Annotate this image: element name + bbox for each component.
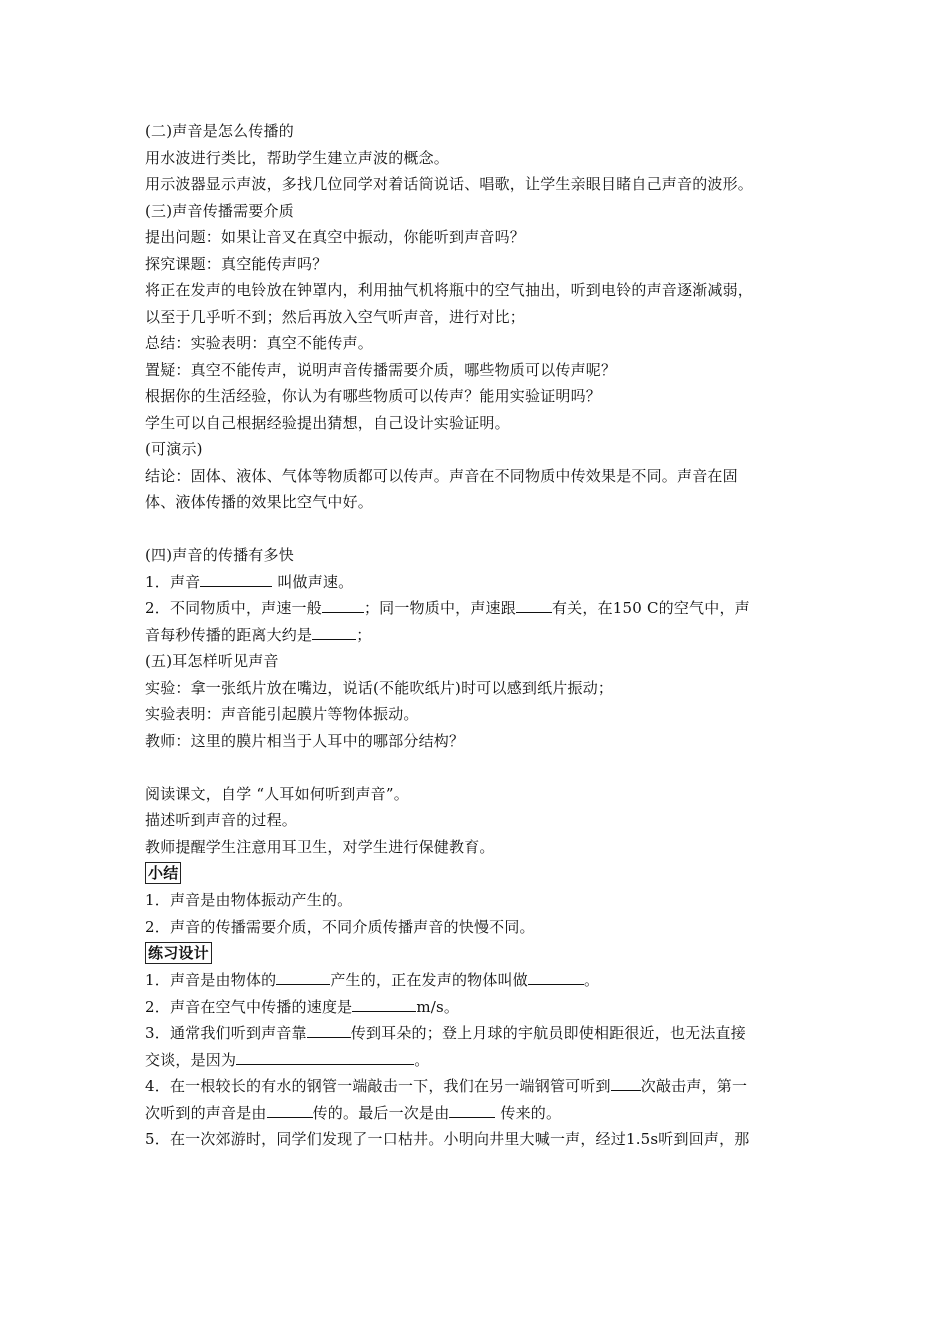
section-5-title: (五)耳怎样听见声音 bbox=[145, 652, 279, 670]
question-text: 2．不同物质中，声速一般 bbox=[145, 599, 322, 617]
question-text: 1．声音是由物体的 bbox=[145, 971, 277, 989]
question-text: 次敲击声，第一 bbox=[640, 1077, 748, 1095]
exercise-2 bbox=[145, 994, 825, 1021]
question-text: 有关，在150 C的空气中，声 bbox=[551, 599, 750, 617]
paragraph: 以至于几乎听不到；然后再放入空气听声音，进行对比； bbox=[145, 307, 526, 326]
question-text: 4．在一根较长的有水的钢管一端敲击一下，我们在另一端钢管可听到 bbox=[145, 1077, 611, 1095]
question-text: 叫做声速。 bbox=[272, 572, 354, 591]
section-4-title: (四)声音的传播有多快 bbox=[145, 546, 294, 564]
paragraph: 结论：固体、液体、气体等物质都可以传声。声音在不同物质中传效果是不同。声音在固 bbox=[145, 466, 738, 485]
paragraph: 探究课题：真空能传声吗？ bbox=[145, 254, 328, 273]
exercise-3 bbox=[145, 1020, 825, 1047]
paragraph: 将正在发声的电铃放在钟罩内，利用抽气机将瓶中的空气抽出，听到电铃的声音逐渐减弱， bbox=[145, 281, 754, 299]
answer-blank[interactable] bbox=[449, 1100, 495, 1118]
question-1 bbox=[145, 569, 825, 596]
paragraph: 教师：这里的膜片相当于人耳中的哪部分结构？ bbox=[145, 731, 465, 750]
answer-blank[interactable] bbox=[236, 1047, 414, 1065]
paragraph: 阅读课文，自学 “人耳如何听到声音”。 bbox=[145, 784, 409, 803]
paragraph: 学生可以自己根据经验提出猜想，自己设计实验证明。 bbox=[145, 413, 510, 432]
question-text: 1．声音 bbox=[145, 572, 201, 591]
section-3-title: (三)声音传播需要介质 bbox=[145, 201, 294, 220]
summary-item: 1．声音是由物体振动产生的。 bbox=[145, 891, 353, 909]
answer-blank[interactable] bbox=[611, 1073, 641, 1091]
paragraph: 根据你的生活经验，你认为有哪些物质可以传声？能用实验证明吗？ bbox=[145, 387, 602, 405]
exercise-4 bbox=[145, 1073, 825, 1100]
question-2-continued bbox=[145, 622, 825, 649]
question-text: m/s。 bbox=[416, 997, 460, 1016]
question-text: 3．通常我们听到声音靠 bbox=[145, 1024, 307, 1042]
question-text: 传的。最后一次是由 bbox=[312, 1103, 450, 1122]
paragraph: (可演示) bbox=[145, 440, 203, 458]
spacer bbox=[145, 516, 825, 543]
question-text: 。 bbox=[414, 1050, 430, 1069]
answer-blank[interactable] bbox=[352, 994, 416, 1012]
question-text: 。 bbox=[583, 971, 600, 989]
answer-blank[interactable] bbox=[267, 1100, 313, 1118]
question-2 bbox=[145, 595, 825, 622]
document-page bbox=[145, 118, 825, 1153]
answer-blank[interactable] bbox=[528, 967, 584, 985]
question-text: 交谈，是因为 bbox=[145, 1050, 237, 1069]
paragraph: 实验表明：声音能引起膜片等物体振动。 bbox=[145, 705, 419, 723]
answer-blank[interactable] bbox=[307, 1020, 351, 1038]
question-text: 次听到的声音是由 bbox=[145, 1103, 267, 1122]
spacer bbox=[145, 754, 825, 781]
answer-blank[interactable] bbox=[200, 569, 272, 587]
question-text: 音每秒传播的距离大约是 bbox=[145, 625, 313, 644]
answer-blank[interactable] bbox=[312, 622, 356, 640]
question-text: ；同一物质中，声速跟 bbox=[363, 599, 516, 617]
question-text: 2．声音在空气中传播的速度是 bbox=[145, 997, 353, 1016]
answer-blank[interactable] bbox=[276, 967, 330, 985]
exercise-1 bbox=[145, 967, 825, 994]
summary-item: 2．声音的传播需要介质，不同介质传播声音的快慢不同。 bbox=[145, 917, 535, 936]
exercise-3-continued bbox=[145, 1047, 825, 1074]
paragraph: 教师提醒学生注意用耳卫生，对学生进行保健教育。 bbox=[145, 837, 495, 856]
question-text: 传来的。 bbox=[495, 1103, 562, 1122]
paragraph: 实验：拿一张纸片放在嘴边，说话(不能吹纸片)时可以感到纸片振动； bbox=[145, 678, 614, 697]
answer-blank[interactable] bbox=[516, 595, 552, 613]
section-2-title: (二)声音是怎么传播的 bbox=[145, 122, 294, 140]
exercise-4-continued bbox=[145, 1100, 825, 1127]
paragraph: 提出问题：如果让音叉在真空中振动，你能听到声音吗？ bbox=[145, 228, 526, 246]
question-text: ； bbox=[356, 625, 372, 644]
paragraph: 用示波器显示声波，多找几位同学对着话筒说话、唱歌，让学生亲眼目睹自己声音的波形。 bbox=[145, 175, 754, 193]
exercise-5: 5．在一次郊游时，同学们发现了一口枯井。小明向井里大喊一声，经过1.5s听到回声，那 bbox=[145, 1130, 750, 1148]
summary-heading: 小结 bbox=[145, 862, 181, 884]
question-text: 产生的，正在发声的物体叫做 bbox=[330, 971, 528, 989]
exercise-heading: 练习设计 bbox=[145, 942, 212, 964]
paragraph: 描述听到声音的过程。 bbox=[145, 811, 298, 829]
paragraph: 体、液体传播的效果比空气中好。 bbox=[145, 493, 374, 511]
paragraph: 用水波进行类比，帮助学生建立声波的概念。 bbox=[145, 148, 450, 167]
paragraph: 总结：实验表明：真空不能传声。 bbox=[145, 334, 374, 352]
question-text: 传到耳朵的；登上月球的宇航员即使相距很近，也无法直接 bbox=[350, 1024, 746, 1042]
paragraph: 置疑：真空不能传声，说明声音传播需要介质，哪些物质可以传声呢？ bbox=[145, 360, 617, 379]
answer-blank[interactable] bbox=[322, 595, 364, 613]
